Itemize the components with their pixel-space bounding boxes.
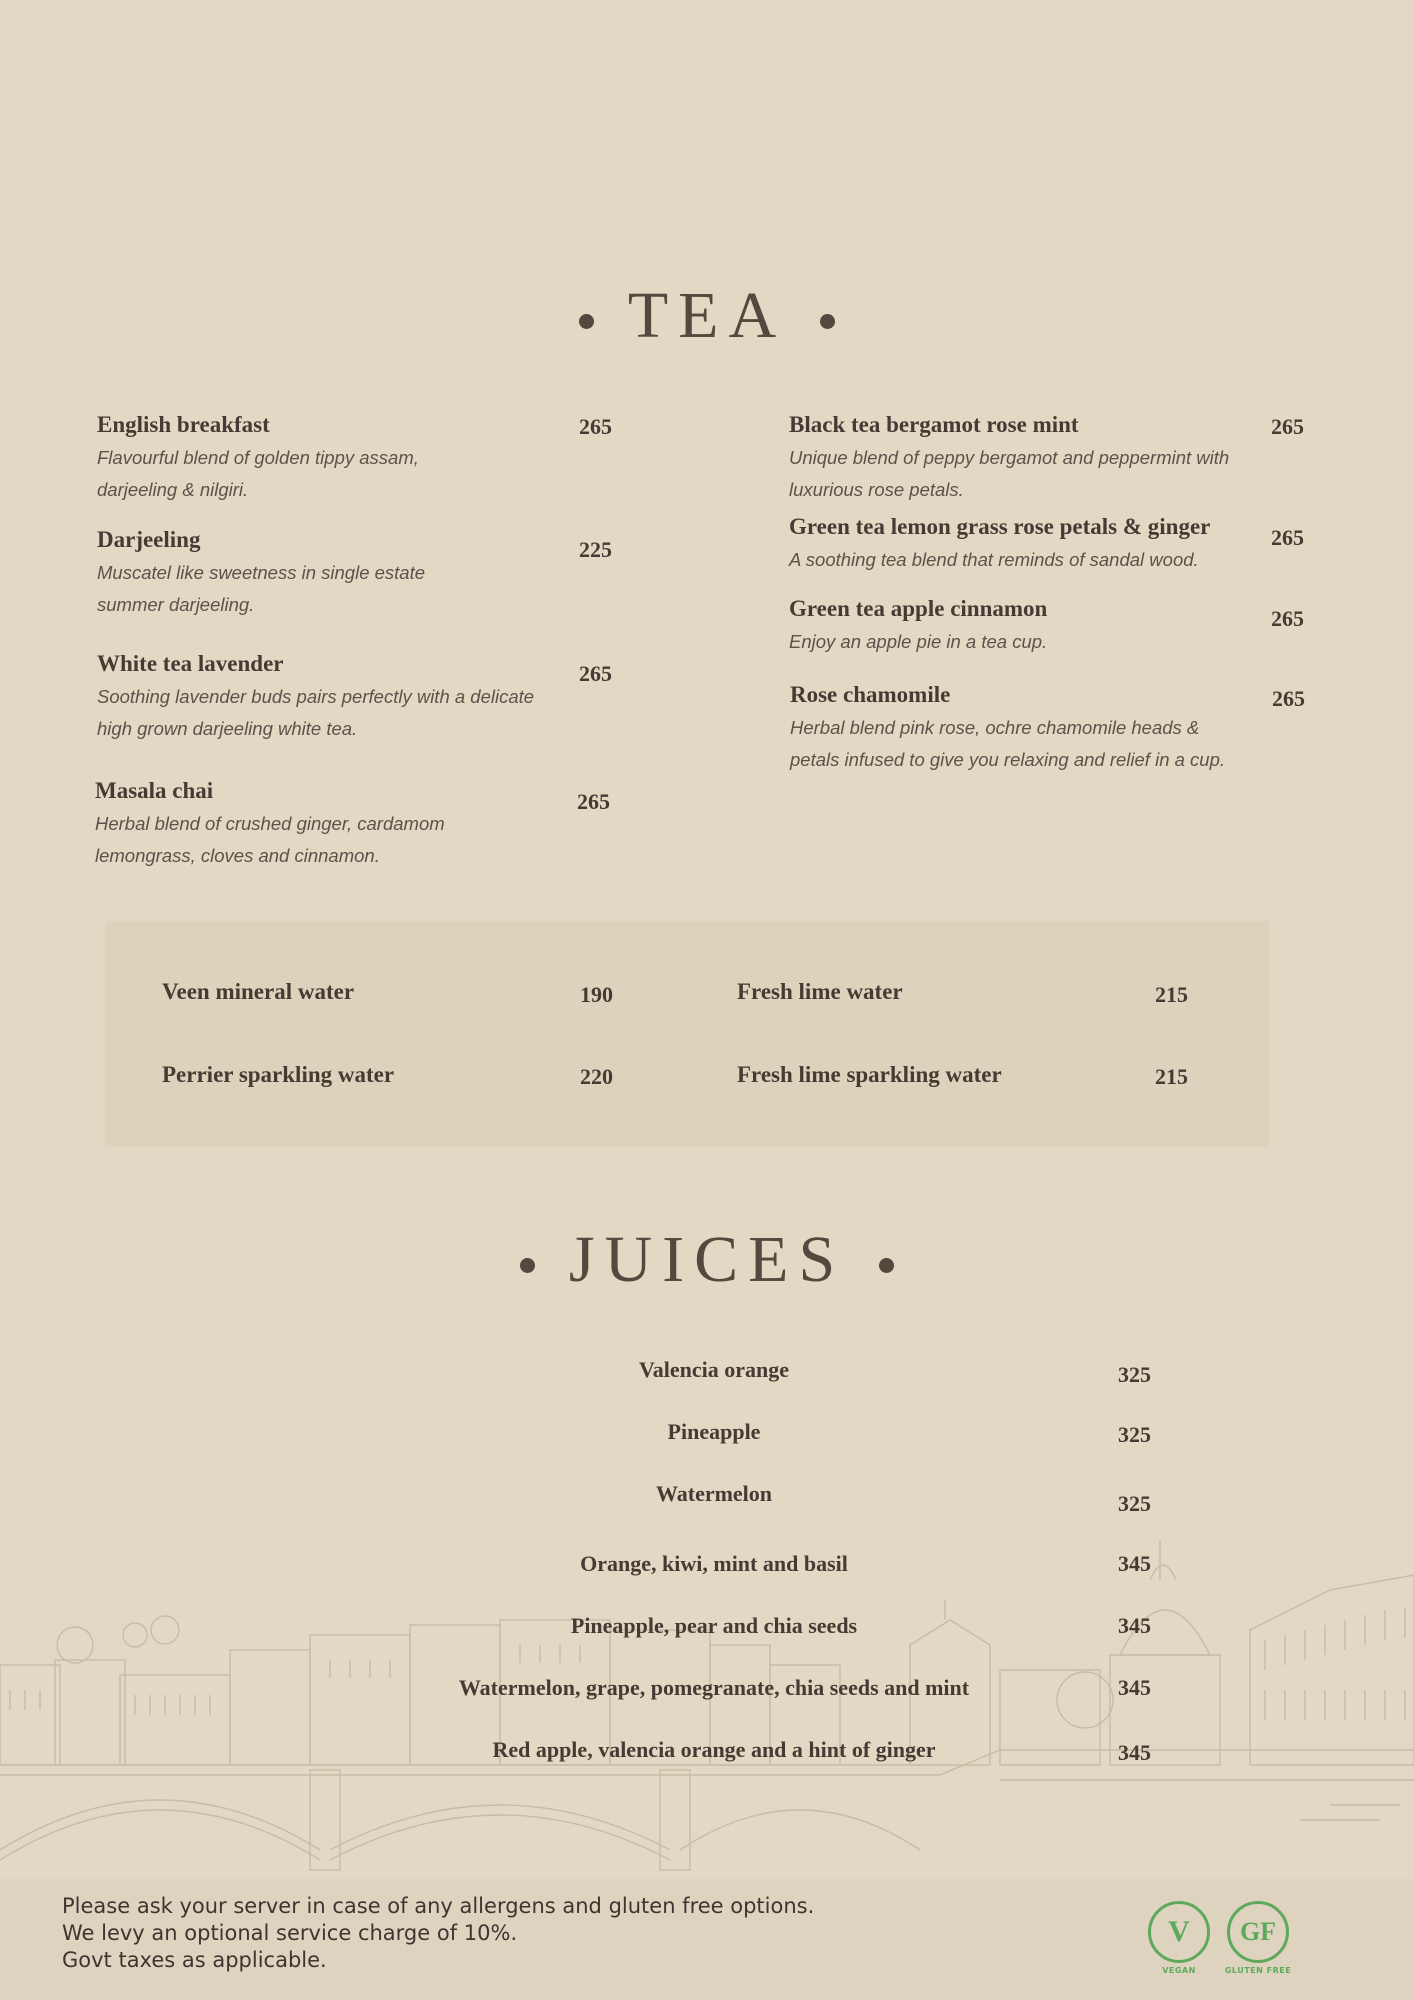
juice-item-name: Pineapple, pear and chia seeds: [570, 1613, 858, 1638]
juice-item-name: Pineapple: [667, 1419, 761, 1444]
tea-item-price: 265: [1271, 525, 1304, 550]
tea-item: [789, 412, 1259, 506]
water-item-name: Fresh lime water: [737, 979, 903, 1004]
tea-item-name: Rose chamomile: [790, 682, 951, 707]
water-item-price: 190: [580, 982, 613, 1007]
juices-title-text: JUICES: [568, 1223, 846, 1296]
juice-item-price: 345: [1118, 1551, 1151, 1576]
juice-item-name: Valencia orange: [638, 1357, 790, 1382]
tea-item: [95, 778, 565, 872]
tea-item-price: 265: [1271, 414, 1304, 439]
tea-item-desc-line: luxurious rose petals.: [789, 479, 964, 500]
vegan-label: VEGAN: [1162, 1966, 1196, 1975]
juice-item-name: Orange, kiwi, mint and basil: [580, 1551, 848, 1576]
tea-item: [97, 527, 567, 621]
water-item-name: Fresh lime sparkling water: [737, 1062, 1002, 1087]
juice-item-price: 325: [1118, 1491, 1151, 1516]
juices-section-title: [0, 1222, 1414, 1298]
tea-item-price: 265: [579, 414, 612, 439]
water-item-name: Perrier sparkling water: [162, 1062, 395, 1087]
tea-item: [97, 651, 567, 745]
tea-item-name: White tea lavender: [97, 651, 284, 676]
tea-item-desc-line: Muscatel like sweetness in single estate: [97, 562, 426, 583]
gluten-free-label: GLUTEN FREE: [1224, 1966, 1292, 1975]
tea-section-title: [0, 278, 1414, 354]
tea-item-desc-line: petals infused to give you relaxing and relief in a cup.: [790, 749, 1226, 770]
tea-item-name: English breakfast: [97, 412, 270, 437]
bullet-dot-icon: [520, 1258, 535, 1273]
tea-item-desc-line: Soothing lavender buds pairs perfectly with a delicate: [97, 686, 535, 707]
tea-item-desc-line: Herbal blend pink rose, ochre chamomile heads &: [790, 717, 1200, 738]
bullet-dot-icon: [579, 314, 594, 329]
tea-item-name: Black tea bergamot rose mint: [789, 412, 1079, 437]
allergen-note: Please ask your server in case of any allergens and gluten free options.: [62, 1894, 815, 1918]
tea-item-desc-line: Herbal blend of crushed ginger, cardamom: [95, 813, 445, 834]
tea-item-name: Green tea apple cinnamon: [789, 596, 1048, 621]
tea-item-name: Darjeeling: [97, 527, 201, 552]
tea-item-name: Masala chai: [95, 778, 214, 803]
juice-item-name: Watermelon: [655, 1481, 773, 1506]
water-section: [105, 921, 1269, 1147]
tea-item: [790, 682, 1260, 776]
gluten-free-icon: GF: [1227, 1901, 1289, 1963]
tea-item-price: 265: [1271, 606, 1304, 631]
tea-item-desc-line: Enjoy an apple pie in a tea cup.: [789, 631, 1048, 652]
water-item-price: 215: [1155, 982, 1188, 1007]
tea-item-price: 265: [1272, 686, 1305, 711]
tea-item-desc-line: darjeeling & nilgiri.: [97, 479, 249, 500]
bullet-dot-icon: [879, 1258, 894, 1273]
water-item-price: 215: [1155, 1064, 1188, 1089]
water-item-price: 220: [580, 1064, 613, 1089]
tea-item-desc-line: summer darjeeling.: [97, 594, 255, 615]
tea-item-desc: [789, 626, 1259, 658]
juice-item-price: 345: [1118, 1740, 1151, 1765]
tea-item-desc-line: Unique blend of peppy bergamot and peppermint with: [789, 447, 1230, 468]
juice-item-name: Red apple, valencia orange and a hint of ginger: [492, 1737, 936, 1762]
water-item-name: Veen mineral water: [162, 979, 355, 1004]
tea-item-desc: [97, 681, 567, 745]
tea-item-desc-line: A soothing tea blend that reminds of sandal wood.: [789, 549, 1199, 570]
vegan-icon: V: [1148, 1901, 1210, 1963]
tea-item: [789, 596, 1259, 658]
tea-item-price: 265: [577, 789, 610, 814]
tea-item-desc-line: lemongrass, cloves and cinnamon.: [95, 845, 380, 866]
tea-item-price: 265: [579, 661, 612, 686]
juice-item-price: 325: [1118, 1362, 1151, 1387]
tea-item: [97, 412, 567, 506]
tea-item-desc: [789, 442, 1259, 506]
tea-item-desc: [790, 712, 1260, 776]
tea-item-name: Green tea lemon grass rose petals & ginger: [789, 514, 1211, 539]
juice-item-price: 345: [1118, 1613, 1151, 1638]
tea-item-desc: [97, 557, 567, 621]
juice-item-price: 345: [1118, 1675, 1151, 1700]
tea-item-desc: [95, 808, 565, 872]
tea-item-desc-line: high grown darjeeling white tea.: [97, 718, 358, 739]
tea-item-price: 225: [579, 537, 612, 562]
tea-item: [789, 514, 1259, 576]
tea-item-desc: [97, 442, 567, 506]
juice-item-name: Watermelon, grape, pomegranate, chia seeds and mint: [458, 1675, 970, 1700]
juice-item-price: 325: [1118, 1422, 1151, 1447]
tea-item-desc-line: Flavourful blend of golden tippy assam,: [97, 447, 419, 468]
tax-note: Govt taxes as applicable.: [62, 1948, 327, 1972]
service-charge-note: We levy an optional service charge of 10%.: [62, 1921, 518, 1945]
bullet-dot-icon: [820, 314, 835, 329]
tea-title-text: TEA: [627, 279, 787, 352]
tea-item-desc: [789, 544, 1259, 576]
